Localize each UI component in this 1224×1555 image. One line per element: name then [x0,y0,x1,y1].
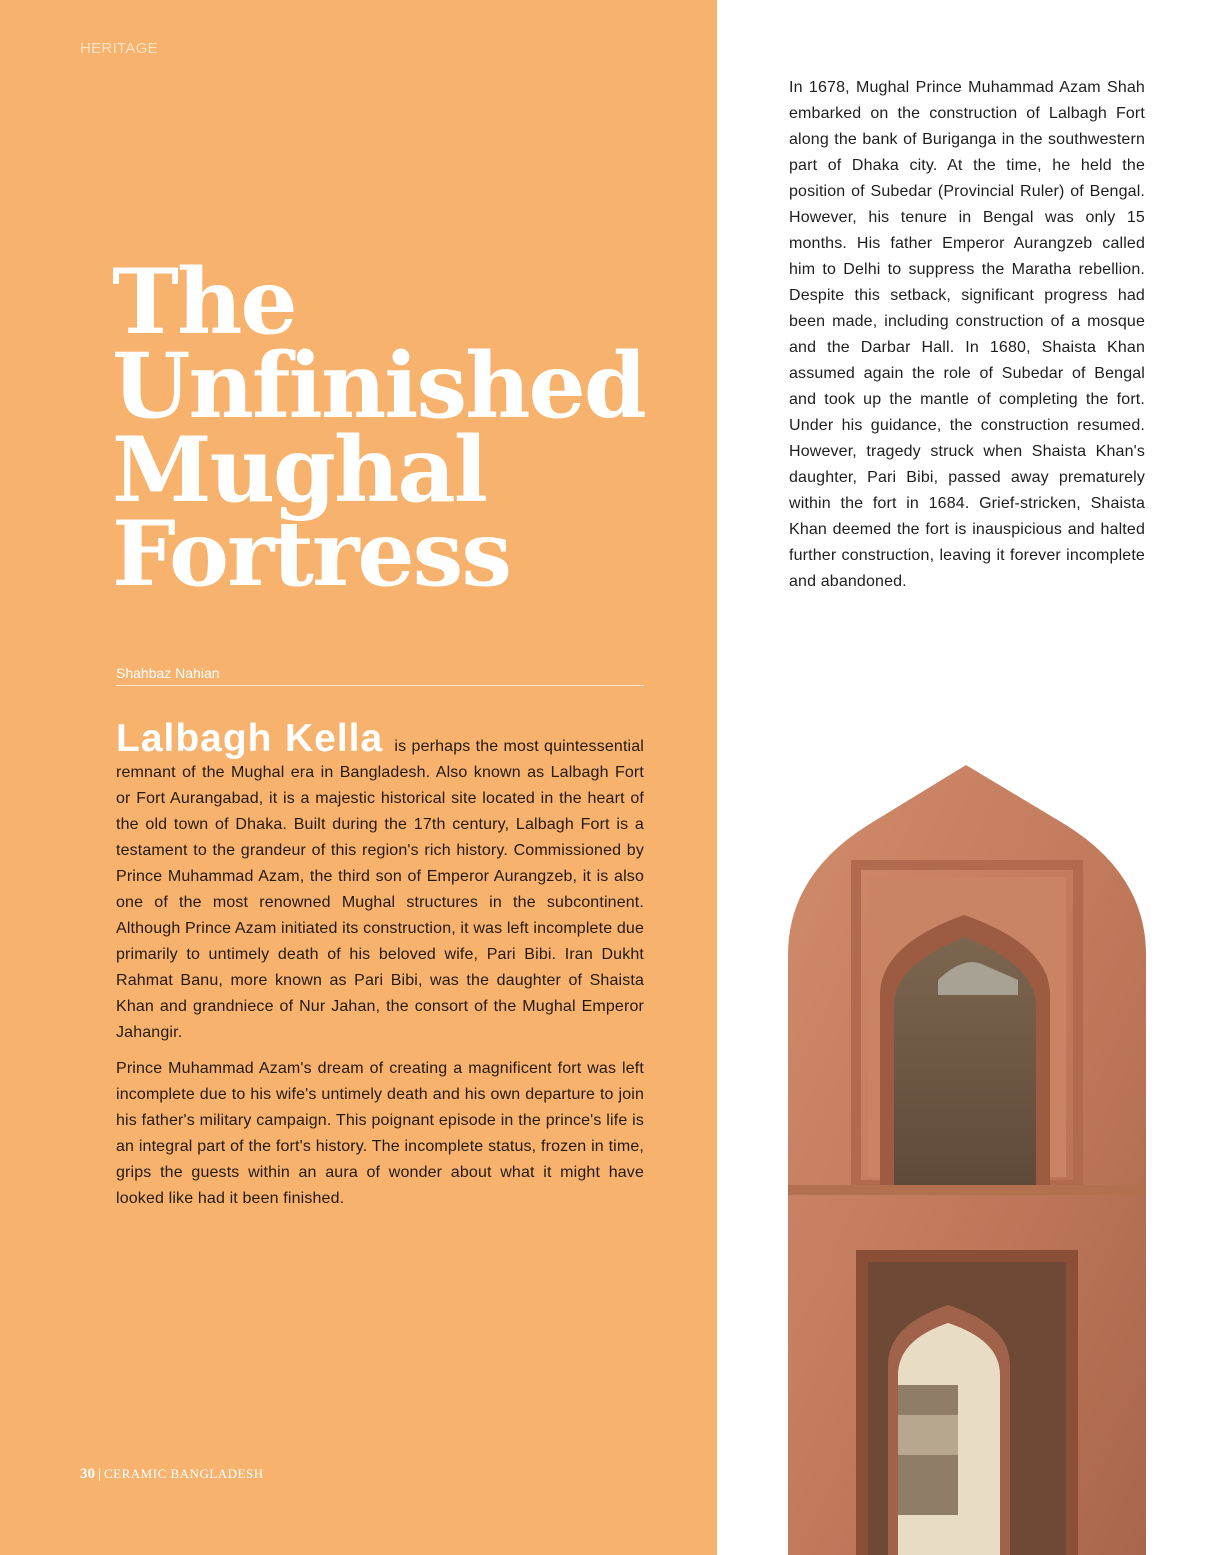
title-line: Mughal [112,417,486,523]
right-column [789,75,1145,595]
lead-term: Lalbagh Kella [116,717,384,760]
footer-separator: | [98,1466,102,1482]
intro-paragraph [116,717,645,1046]
title-line: The [112,249,296,355]
intro-text: is perhaps the most quintessential remnant of the Mughal era in Bangladesh. Also known as Lalbagh Fort or Fort Aurangabad, it is a majestic historical site located in the heart of the old town of Dhaka. Built during the 17th century, Lalbagh Fort is a testament to the grandeur of this region's rich history. Commissioned by Prince Muhammad Azam, the third son of Emperor Aurangzeb, it is also one of the most renowned Mughal structures in the subcontinent. Although Prince Azam initiated its construction, it was left incomplete due primarily to untimely death of his beloved wife, Pari Bibi. Iran Dukht Rahmat Banu, more known as Pari Bibi, was the daughter of Shaista Khan and grandniece of Nur Jahan, the consort of the Mughal Emperor Jahangir. [116,738,645,1041]
title-line: Fortress [112,501,511,607]
page-footer [80,1466,264,1483]
section-label: HERITAGE [80,40,158,57]
byline-divider [116,685,644,686]
author-byline: Shahbaz Nahian [116,665,220,681]
left-column [116,717,645,1222]
paragraph-3: In 1678, Mughal Prince Muhammad Azam Shah embarked on the construction of Lalbagh Fort along the bank of Buriganga in the southwestern part of Dhaka city. At the time, he held the position of Subedar (Provincial Ruler) of Bengal. However, his tenure in Bengal was only 15 months. His father Emperor Aurangzeb called him to Delhi to suppress the Maratha rebellion. Despite this setback, significant progress had been made, including construction of a mosque and the Darbar Hall. In 1680, Shaista Khan assumed again the role of Subedar of Bengal and took up the mantle of completing the fort. Under his guidance, the construction resumed. However, tragedy struck when Shaista Khan's daughter, Pari Bibi, passed away prematurely within the fort in 1684. Grief-stricken, Shaista Khan deemed the fort is inauspicious and halted further construction, leaving it forever incomplete and abandoned. [789,79,1145,590]
fort-arch-photo [788,765,1146,1555]
magazine-name: CERAMIC BANGLADESH [104,1466,264,1481]
title-line: Unfinished [112,333,645,439]
article-title [112,249,672,607]
page-number: 30 [80,1466,95,1482]
paragraph-2: Prince Muhammad Azam's dream of creating a magnificent fort was left incomplete due to his wife's untimely death and his own departure to join his father's military campaign. This poignant episode in the prince's life is an integral part of the fort's history. The incomplete status, frozen in time, grips the guests within an aura of wonder about what it might have looked like had it been finished. [116,1060,644,1207]
